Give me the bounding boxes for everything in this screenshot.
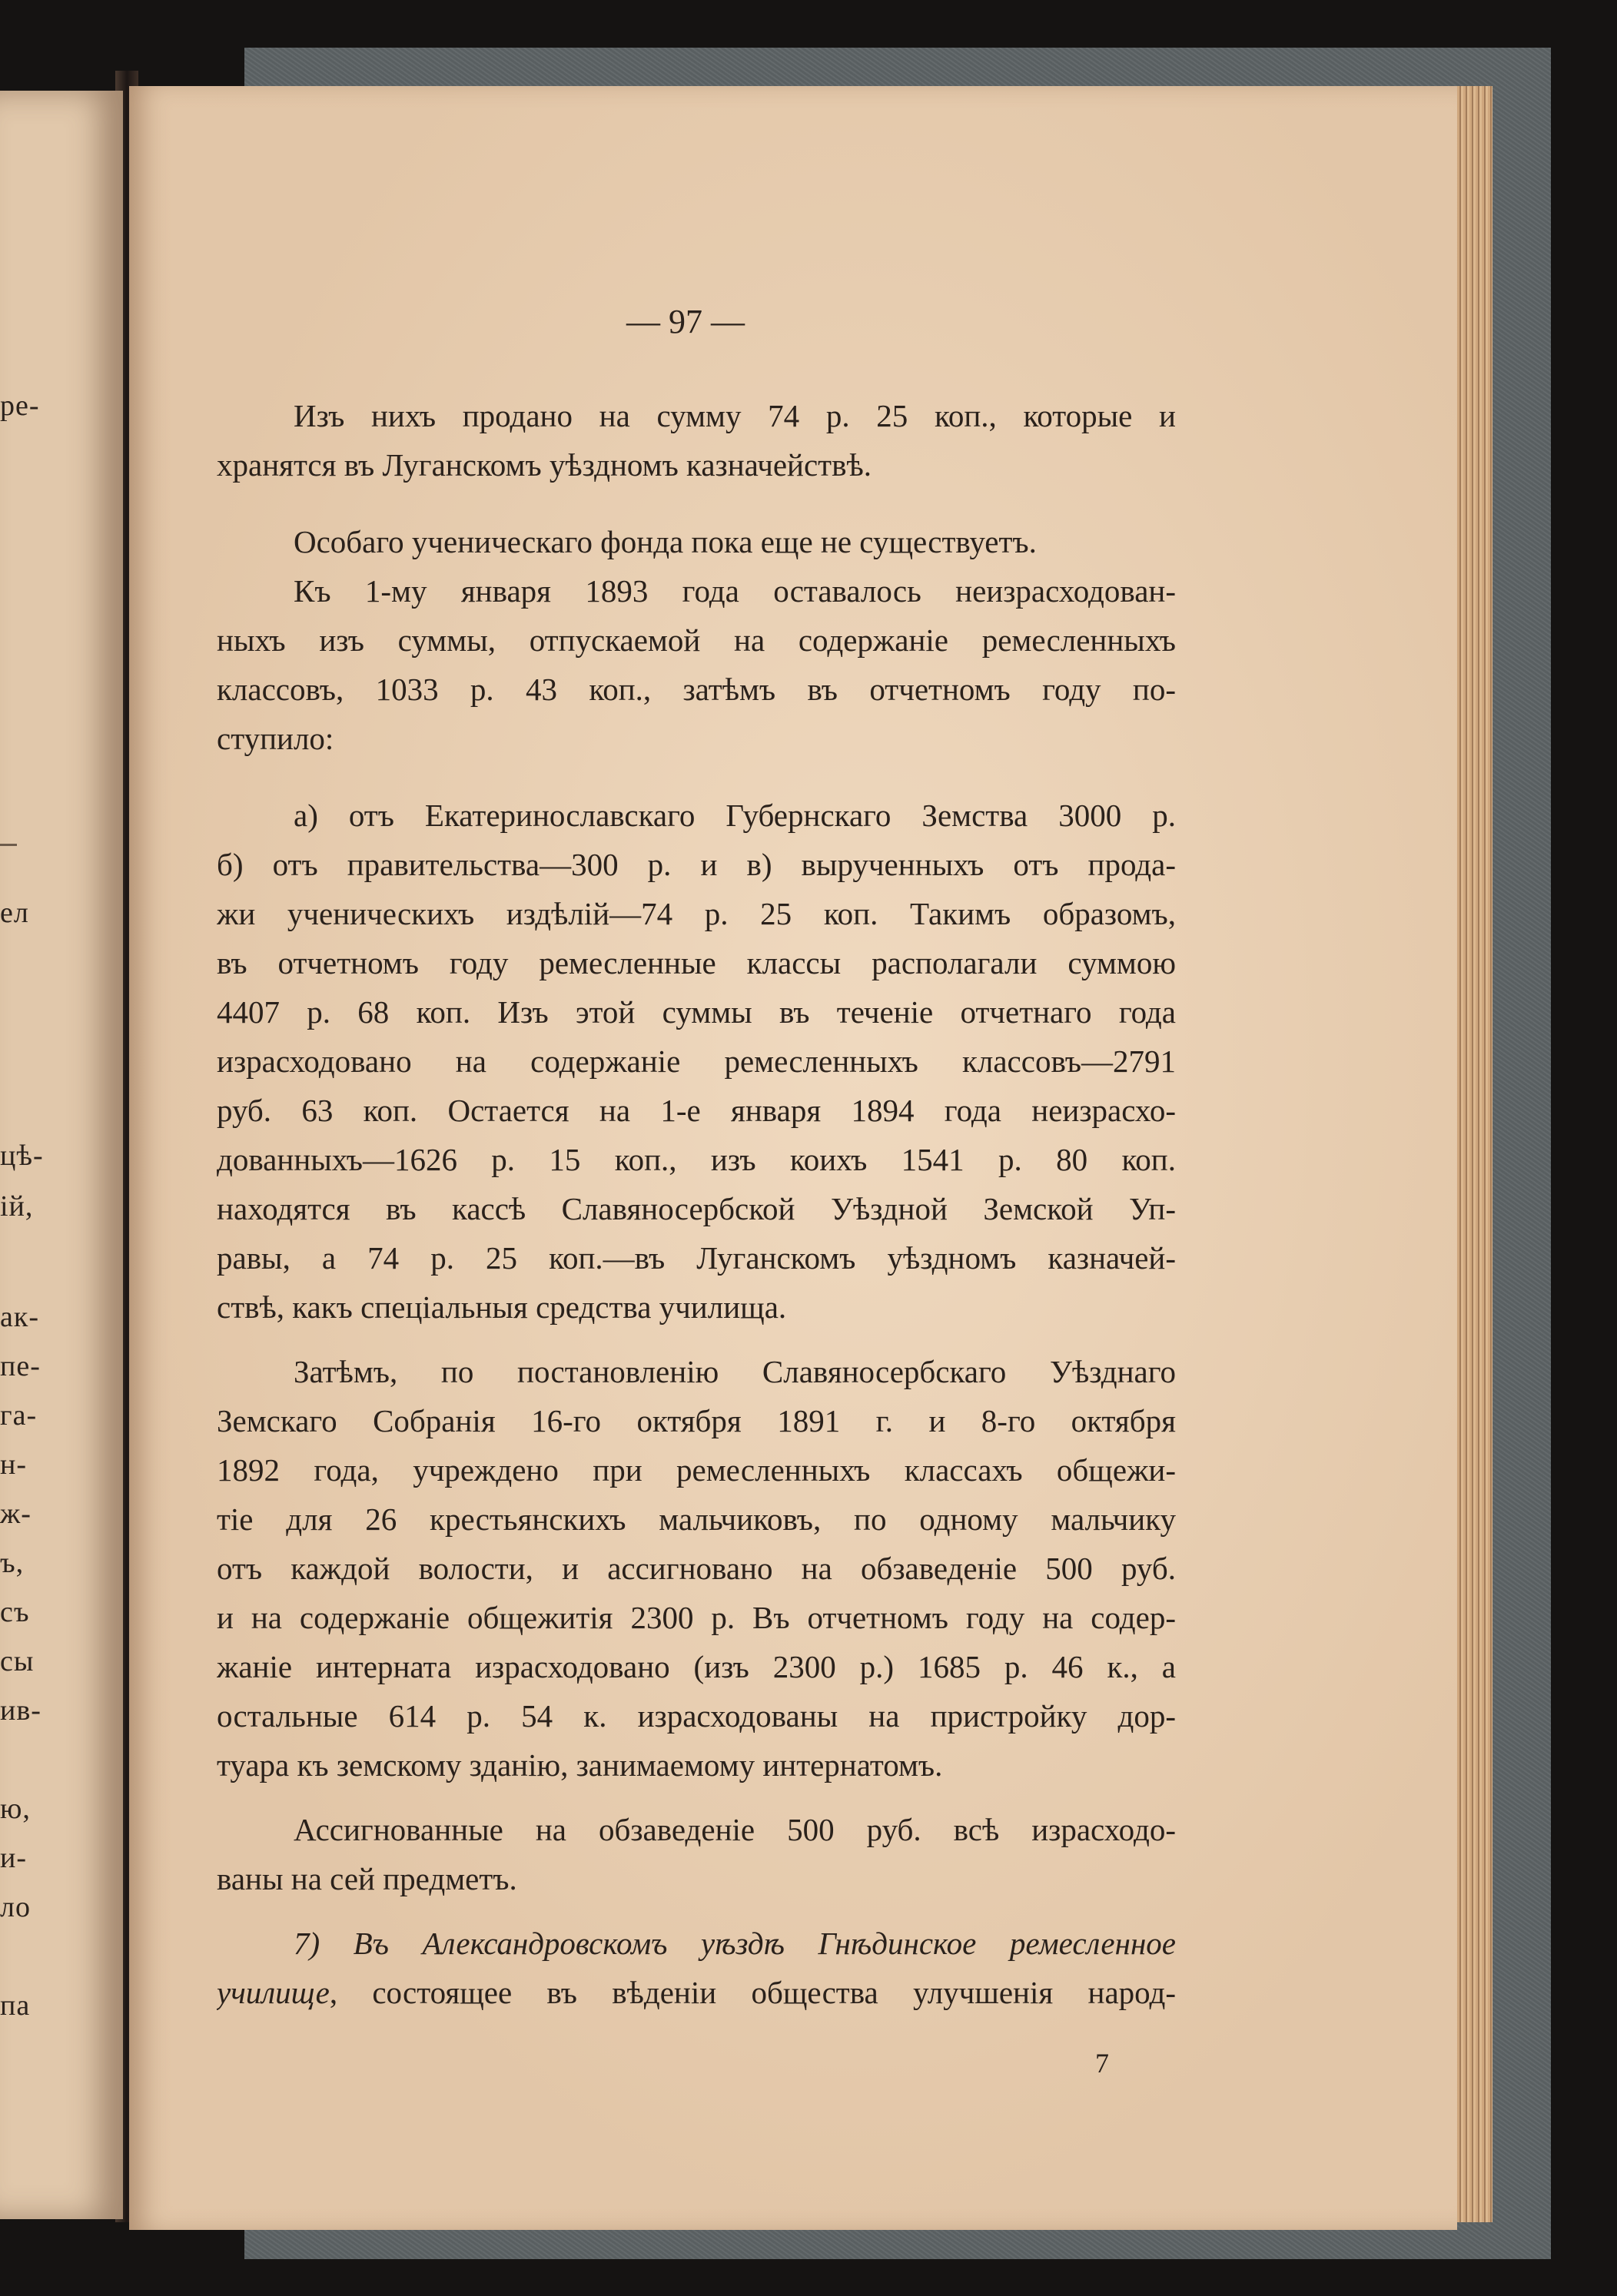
left-page-fragment: цѣ- [0,1140,44,1172]
text-line: ствѣ, какъ спеціальныя средства училища. [217,1289,787,1325]
left-page-fragment: съ [0,1596,30,1628]
text-line: туара къ земскому зданію, занимаемому интернатомъ. [217,1747,943,1783]
left-page-fragment: сы [0,1645,35,1677]
text-line: 1892 года, учреждено при ремесленныхъ классахъ общежи- [217,1452,1176,1488]
text-line: классовъ, 1033 р. 43 коп., затѣмъ въ отчетномъ году по- [217,672,1176,707]
text-line: Къ 1-му января 1893 года оставалось неизрасходован- [294,573,1176,609]
left-page-fragment: ре- [0,390,40,422]
text-line: остальные 614 р. 54 к. израсходованы на пристройку дор- [217,1698,1176,1734]
left-page-fragment: ій, [0,1190,34,1223]
text-line [217,1968,1176,2017]
left-page-fragment: и- [0,1842,27,1874]
text-line: въ отчетномъ году ремесленные классы располагали суммою [217,945,1176,980]
text-line: Земскаго Собранія 16-го октября 1891 г. и 8-го октября [217,1403,1176,1438]
left-page-fragment: ак- [0,1301,39,1333]
text-line-rest: , состоящее въ вѣденіи общества улучшенія народ- [329,1975,1176,2010]
text-line: б) отъ правительства—300 р. и в) вырученныхъ отъ прода- [217,847,1176,882]
left-page-fragment: ив- [0,1694,42,1727]
text-line: Изъ нихъ продано на сумму 74 р. 25 коп., которые и [294,398,1176,433]
text-line: 4407 р. 68 коп. Изъ этой суммы въ теченіе отчетнаго года [217,994,1176,1030]
section-heading-line: 7) Въ Александровскомъ уѣздѣ Гнѣдинское ремесленное [294,1926,1176,1961]
text-line: тіе для 26 крестьянскихъ мальчиковъ, по одному мальчику [217,1501,1176,1537]
left-page-fragment: ю, [0,1793,31,1825]
left-page-fragment: н- [0,1448,27,1481]
left-page-fragment: ж- [0,1498,32,1530]
section-heading-word: училище [217,1975,330,2010]
left-page-fragment: пе- [0,1350,41,1382]
text-line: равы, а 74 р. 25 коп.—въ Луганскомъ уѣздномъ казначей- [217,1240,1176,1276]
signature-mark: 7 [1095,2048,1109,2079]
left-page-fragment: ел [0,897,29,929]
text-line: хранятся въ Луганскомъ уѣздномъ казначействѣ. [217,447,872,483]
left-page-rule [0,844,17,846]
left-page-fragment: ло [0,1891,31,1923]
text-line: жаніе интерната израсходовано (изъ 2300 р.) 1685 р. 46 к., а [217,1649,1176,1684]
text-line: а) отъ Екатеринославскаго Губернскаго Земства 3000 р. [294,798,1176,833]
text-line: Затѣмъ, по постановленію Славяносербскаго Уѣзднаго [294,1354,1176,1389]
text-line: и на содержаніе общежитія 2300 р. Въ отчетномъ году на содер- [217,1600,1176,1635]
text-line: ваны на сей предметъ. [217,1861,517,1896]
left-page-fragment: па [0,1989,31,2022]
page-text [217,391,1176,2017]
text-line: израсходовано на содержаніе ремесленныхъ классовъ—2791 [217,1043,1176,1079]
page-number: — 97 — [626,303,745,340]
text-line: ступило: [217,721,334,756]
text-line: отъ каждой волости, и ассигновано на обзаведеніе 500 руб. [217,1551,1176,1586]
text-line: дованныхъ—1626 р. 15 коп., изъ коихъ 1541 р. 80 коп. [217,1142,1176,1177]
text-line: Ассигнованные на обзаведеніе 500 руб. всѣ израсходо- [294,1812,1176,1847]
text-line: находятся въ кассѣ Славяносербской Уѣздной Земской Уп- [217,1191,1176,1226]
text-line: ныхъ изъ суммы, отпускаемой на содержаніе ремесленныхъ [217,622,1176,658]
left-page-fragment: ъ, [0,1547,25,1579]
text-line: жи ученическихъ издѣлій—74 р. 25 коп. Такимъ образомъ, [217,896,1176,931]
left-page [0,91,123,2219]
left-page-fragment: га- [0,1399,38,1432]
text-line: руб. 63 коп. Остается на 1-е января 1894 года неизрасхо- [217,1093,1176,1128]
text-line: Особаго ученическаго фонда пока еще не существуетъ. [294,524,1037,559]
